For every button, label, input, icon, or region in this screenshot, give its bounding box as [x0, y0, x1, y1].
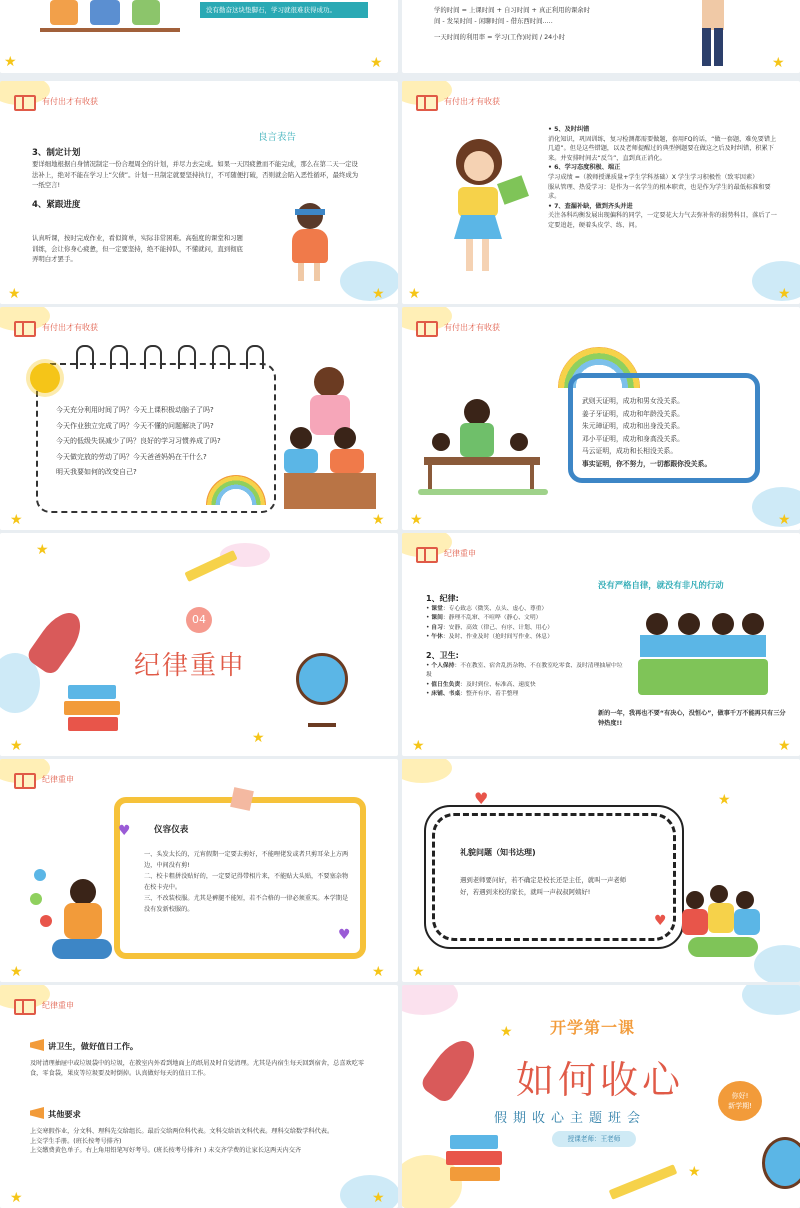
point-body: 学习成绩 =（教师授课质量+学生学科基础）X 学生学习积极性（致零因素）	[548, 173, 759, 181]
rocket-icon	[419, 1033, 484, 1105]
other-item: 上交寒假作业，分文科、理科先交给组长。最后交给两位科代表。文科交给语文科代表。理科交给数学科代表。	[30, 1128, 334, 1135]
book-icon	[14, 771, 36, 787]
section-tag-label: 纪律重申	[42, 1000, 74, 1010]
rule-item: • 自习：安静、高效（律己、有序、计划、用心）	[426, 624, 554, 631]
slogan: 没有严格自律，就没有非凡的行动	[598, 580, 724, 590]
slide-10	[402, 759, 800, 982]
discipline-list	[426, 593, 626, 699]
star-icon: ★	[10, 1190, 23, 1206]
section-tag	[14, 771, 74, 787]
content-block	[548, 125, 778, 231]
question-list	[56, 403, 270, 481]
paint-splash	[752, 261, 800, 301]
point-heading: 4、紧跟进度	[32, 199, 81, 210]
books-icon	[446, 1135, 502, 1185]
paint-splash	[340, 261, 398, 301]
book-icon	[416, 319, 438, 335]
content-block	[32, 147, 362, 211]
section-tag-label: 有付出才有收获	[42, 96, 98, 106]
heart-icon: ♥	[474, 789, 489, 808]
slide-11	[0, 985, 398, 1208]
proof-line: 朱元璋证明，成功和出身没关系。	[582, 422, 684, 430]
other-heading: 其他要求	[48, 1109, 81, 1119]
kicker-title: 开学第一课	[550, 1018, 636, 1037]
section-tag	[416, 93, 500, 109]
slide-1	[0, 0, 398, 73]
book-icon	[14, 319, 36, 335]
point-heading: • 6、学习态度积极、端正	[548, 164, 621, 172]
question-item: 今天作业独立完成了吗？今天不懂的问题解决了吗?	[56, 421, 214, 430]
point-heading: • 7、查漏补缺，做到齐头并进	[548, 202, 633, 210]
slide-9	[0, 759, 398, 982]
slide-6	[402, 307, 800, 530]
teacher-pill: 授课老师：王老师	[552, 1131, 636, 1147]
point-heading: 1、纪律:	[426, 594, 459, 603]
formula-line: 一天时间的利用率 = 学习(工作)时间 / 24小时	[434, 33, 566, 41]
heart-icon: ♥	[338, 927, 351, 943]
star-icon: ★	[778, 738, 791, 754]
star-icon: ★	[412, 964, 425, 980]
star-icon: ★	[408, 286, 421, 302]
star-icon: ★	[412, 738, 425, 754]
etiquette-body: 遇到老师要问好，若不确定是校长还是主任，就叫一声老师好，若遇到来校的家长，就叫一声叔叔阿姨好!	[460, 876, 627, 896]
star-icon: ★	[372, 512, 385, 528]
point-heading: 3、制定计划	[32, 148, 81, 158]
section-tag	[14, 319, 98, 335]
proof-line: 邓小平证明，成功和身高没关系。	[582, 434, 684, 443]
star-icon: ★	[500, 1024, 513, 1040]
paint-splash	[402, 985, 458, 1015]
star-icon: ★	[372, 286, 385, 302]
star-icon: ★	[10, 738, 23, 754]
star-icon: ★	[10, 964, 23, 980]
etiquette-title: 礼貌问题（知书达理)	[460, 848, 536, 857]
star-icon: ★	[10, 512, 23, 528]
paint-splash	[340, 1175, 398, 1208]
star-icon: ★	[688, 1164, 701, 1180]
slide-7	[0, 533, 398, 756]
boy-juggling-illustration	[30, 869, 110, 965]
students-at-desks-illustration	[638, 607, 768, 703]
slide-8	[402, 533, 800, 756]
question-item: 今天做完放的劳动了吗？今天爸爸妈妈在干什么?	[56, 452, 207, 461]
rule-item: • 床铺、书桌：整齐有序、着手整理	[426, 691, 519, 698]
time-formula	[434, 5, 664, 43]
star-icon: ★	[4, 54, 17, 70]
section-tag-label: 纪律重申	[42, 774, 74, 784]
slide-5	[0, 307, 398, 530]
girl-illustration	[282, 203, 342, 283]
subtitle: 假期收心主题班会	[494, 1111, 647, 1126]
pencil-icon	[184, 550, 237, 582]
point-body: 消化知识，巩固训练，复习检测都需要做题，套用FQ的话，“做一套题，难免要错上几道”。但是这些错题，以及老师提醒过的典型例题要在做这之后及时纠错，积累下来。并安排时间去“反刍”，直到真正消化。	[548, 135, 777, 162]
closing-statement: 新的一年，我再也不要“有决心，没恒心”，做事千万不能再只有三分钟热度!!	[598, 710, 786, 727]
proof-line: 姜子牙证明，成功和年龄没关系。	[582, 409, 684, 418]
paint-splash	[752, 487, 800, 527]
proof-line: 马云证明，成功和长相没关系。	[582, 447, 678, 455]
slide-2	[402, 0, 800, 73]
star-icon: ★	[370, 55, 383, 71]
point-heading: 2、卫生:	[426, 651, 459, 661]
star-icon: ★	[410, 512, 423, 528]
other-item: 上交学生手册。(班长按考号排齐)	[30, 1137, 122, 1145]
heart-icon: ♥	[118, 823, 131, 839]
question-item: 明天我要如何的改变自己?	[56, 468, 137, 476]
classroom-illustration	[424, 399, 544, 495]
point-body: 服从管理、热爱学习：是作为一名学生的根本职责，也是作为学生的最低标准和要求。	[548, 183, 771, 201]
question-item: 今天充分利用时间了吗？今天上课积极动脑子了吗?	[56, 406, 214, 414]
globe-stand-icon	[308, 705, 336, 727]
sun-icon	[30, 363, 60, 393]
point-body: 认真听课，按时完成作业，看似简单，实际非常困难。高强度的课堂和习题训练，会让你身心疲惫，但一定要坚持，绝不能掉队，不懂就问，直到彻底弄明白才罢手。	[32, 234, 243, 263]
formula-line: 学的时间 = 上课时间 + 自习时间 + 真正利用的课余时	[434, 6, 591, 14]
rule-item: • 个人保持：不在教室、宿舍乱扔杂物、不在教室吃零食、及时清理抽屉中垃圾	[426, 663, 623, 679]
slide-4	[402, 81, 800, 304]
tape-icon	[230, 787, 254, 811]
rule-item: • 午休：及时、作业及时（抢时间写作业、休息）	[426, 633, 554, 640]
star-icon: ★	[372, 964, 385, 980]
section-tag	[14, 93, 98, 109]
books-icon	[64, 685, 120, 741]
section-tag	[416, 545, 476, 561]
globe-icon	[296, 653, 348, 705]
section-title: 纪律重申	[134, 651, 247, 681]
slide-12	[402, 985, 800, 1208]
heart-icon: ♥	[654, 913, 667, 929]
rule-item: • 值日生负责：及时到位、标准高、速度快	[426, 681, 536, 688]
point-body: 关注各科均衡发展出现偏科的同学，一定要花大力气去弥补你的弱势科目，落后了一定要追赶，硬着头皮学、练、问。	[548, 212, 777, 229]
point-body: 要详细地根据自身情况制定一份合理周全的计划，并尽力去完成。如果一天因疲惫而不能完成，那么在第二天一定设法补上，绝对不能在学习上“欠债”。计划一旦制定就要坚持执行，不可随便打破，否则就会陷入恶性循环，最终成为一纸空言!	[32, 160, 359, 189]
notebook-rings	[76, 345, 264, 369]
notice-item: 二、校卡粗拼没贴好的，一定要记得带相片来，不能贴大头贴，不要塞杂物在校卡壳中。	[144, 873, 349, 891]
book-icon	[416, 545, 438, 561]
star-icon: ★	[8, 286, 21, 302]
schoolgirl-illustration	[444, 139, 524, 279]
kids-group-illustration	[678, 883, 768, 963]
other-item: 上交缴费黄色单子。右上角用铅笔写好考号。(班长按考号排齐! ) 未交齐学费的让家长这两天内交齐	[30, 1147, 302, 1154]
students-illustration	[40, 0, 190, 35]
notice-item: 一、头发太长的，元宵假期一定要去剪好，不能哩佬发或者只剪耳朵上方两边，中间没有剪!	[144, 851, 349, 869]
hygiene-heading: 讲卫生，做好值日工作。	[48, 1041, 139, 1051]
formula-line: 间 - 发呆时间 - 闲聊时间 - 借东西时间.....	[434, 16, 553, 25]
star-icon: ★	[772, 55, 785, 71]
teacher-students-illustration	[284, 365, 384, 515]
section-number-badge: 04	[186, 607, 212, 633]
notice-item: 三、不改装校服。尤其是裤腿不能短，若不合格的一律必须重买。本学期是没有发新校服的。	[144, 895, 349, 913]
section-tag-label: 纪律重申	[444, 548, 476, 558]
slide-3	[0, 81, 398, 304]
point-heading: • 5、及时纠错	[548, 126, 590, 133]
section-tag-label: 有付出才有收获	[444, 96, 500, 106]
other-list	[30, 1127, 370, 1156]
pencil-icon	[609, 1164, 678, 1199]
star-icon: ★	[778, 286, 791, 302]
quote-title: 良言表告	[258, 132, 297, 143]
notice-title: 仪容仪表	[154, 825, 189, 835]
rule-item: • 课间：静理不乱窜、不喧哗（静心、文明）	[426, 615, 542, 622]
paint-splash	[742, 985, 800, 1015]
book-icon	[416, 93, 438, 109]
section-tag	[14, 997, 74, 1013]
book-icon	[14, 997, 36, 1013]
banner: 没有勤奋这块垫脚石，学习就很难获得成功。	[200, 2, 368, 18]
star-icon: ★	[778, 512, 791, 528]
greeting-bubble: 你好! 新学期!	[718, 1081, 762, 1121]
proof-conclusion: 事实证明，你不努力，一切都跟你没关系。	[582, 459, 712, 468]
rule-item: • 课堂：专心致志（微笑、点头、虚心、尊重）	[426, 606, 548, 612]
notice-list	[144, 849, 350, 915]
globe-icon	[762, 1137, 800, 1189]
proof-list	[582, 395, 752, 470]
star-icon: ★	[372, 1190, 385, 1206]
book-icon	[14, 93, 36, 109]
megaphone-icon	[30, 1039, 44, 1051]
star-icon: ★	[252, 730, 265, 746]
paint-splash	[402, 759, 452, 783]
section-tag-label: 有付出才有收获	[444, 322, 500, 332]
main-title: 如何收心	[516, 1058, 685, 1102]
hygiene-body: 及时清理抽屉中或垃圾袋中的垃圾，在教室内外看到地面上的纸屑及时自觉清理。尤其是内宿生每天回到宿舍，总喜欢吃零食，零食袋，果皮等垃圾要及时倒掉。认真做好每天的值日工作。	[30, 1060, 365, 1077]
megaphone-icon	[30, 1107, 44, 1119]
star-icon: ★	[36, 542, 49, 558]
section-tag-label: 有付出才有收获	[42, 322, 98, 332]
proof-line: 武则天证明，成功和男女没关系。	[582, 397, 684, 405]
star-icon: ★	[718, 792, 731, 808]
question-item: 今天的低级失误减少了吗？良好的学习习惯养成了吗?	[56, 437, 221, 445]
teacher-illustration	[698, 0, 728, 65]
section-tag	[416, 319, 500, 335]
